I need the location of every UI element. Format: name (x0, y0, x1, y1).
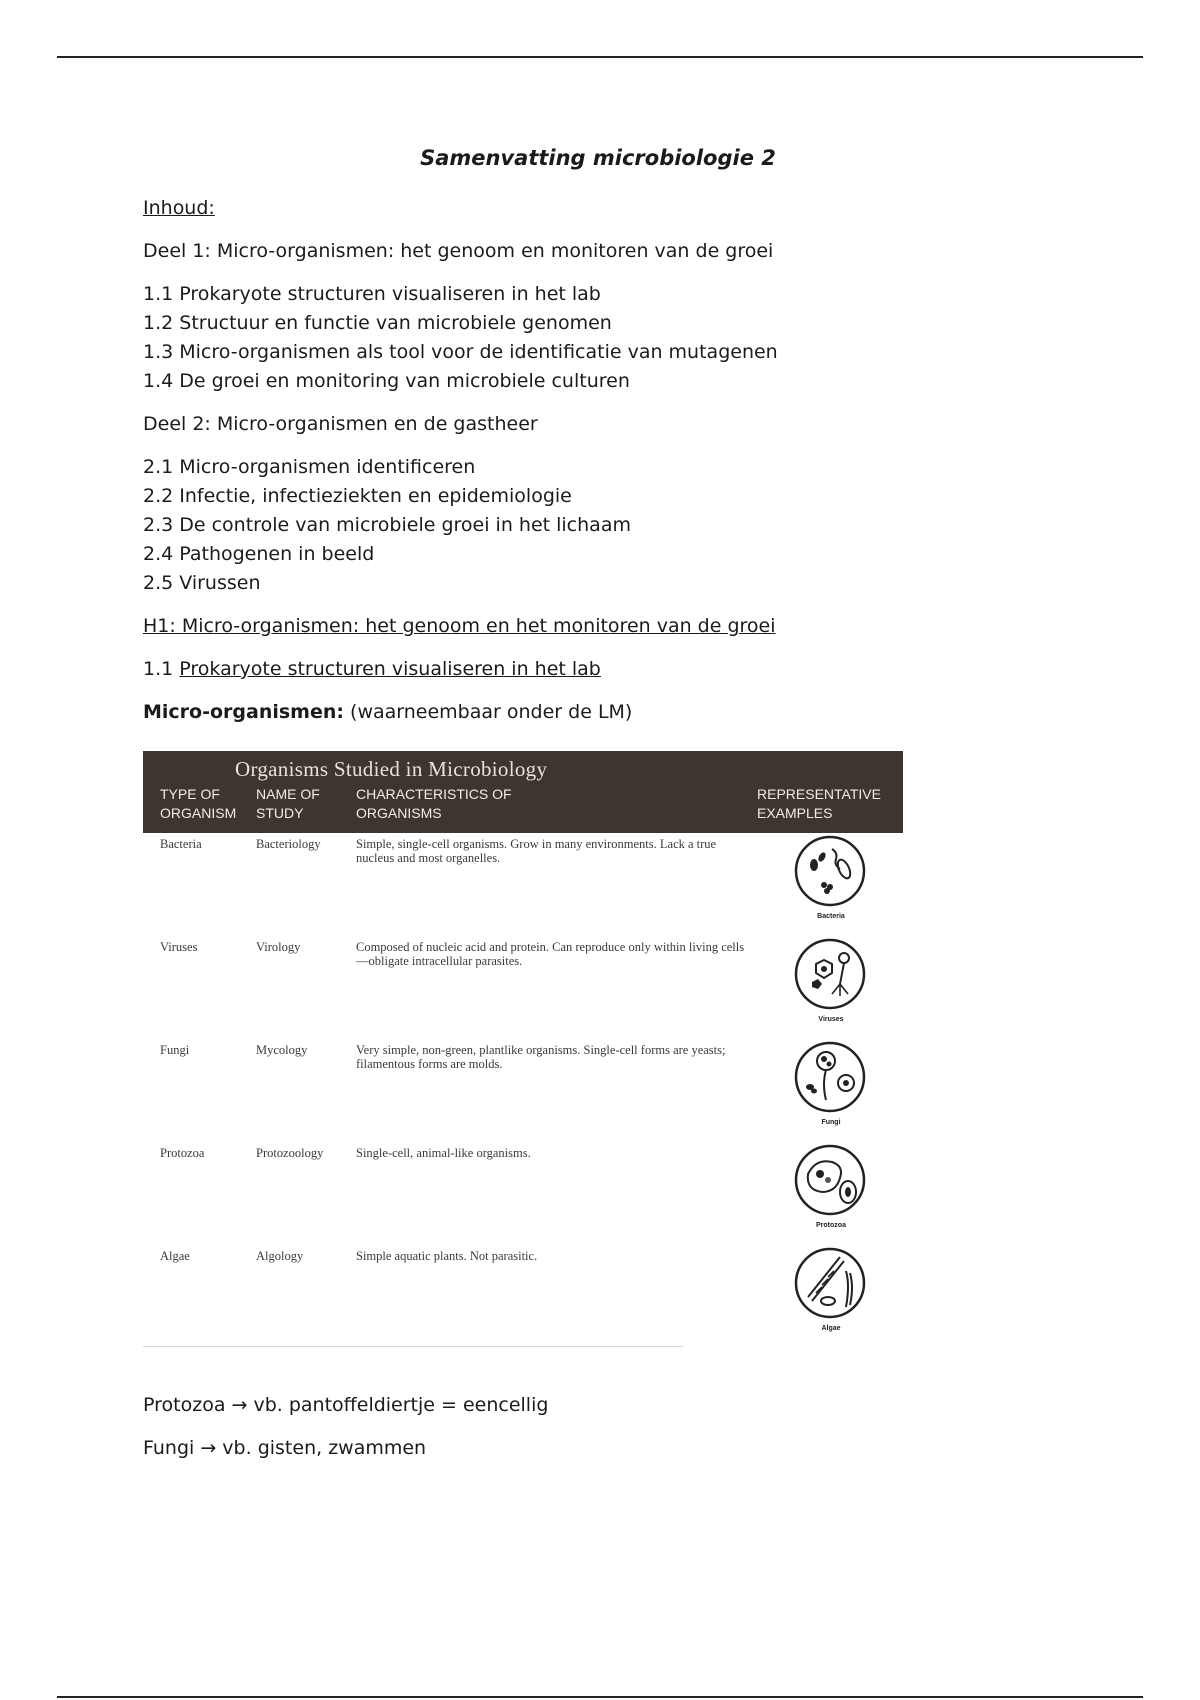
table-row (143, 1142, 903, 1247)
column-header-examples: REPRESENTATIVE EXAMPLES (757, 786, 881, 821)
table-row (143, 1039, 903, 1144)
chapter-heading: H1: Micro-organismen: het genoom en het monitoren van de groei (143, 615, 776, 637)
toc-part-1-list (143, 280, 1063, 396)
page-bottom-rule (57, 1696, 1143, 1698)
toc-item: 2.2 Infectie, infectieziekten en epidemiologie (143, 485, 572, 507)
organism-type: Fungi (160, 1043, 190, 1057)
study-name: Mycology (256, 1043, 308, 1057)
characteristics: Very simple, non-green, plantlike organisms. Single-cell forms are yeasts; filamentous forms are molds. (356, 1043, 726, 1071)
study-name: Protozoology (256, 1146, 324, 1160)
section-number: 1.1 (143, 658, 174, 680)
note-fungi: Fungi → vb. gisten, zwammen (143, 1437, 427, 1459)
table-title: Organisms Studied in Microbiology (235, 757, 548, 781)
micro-organisms-line (143, 698, 1063, 727)
example-caption: Bacteria (817, 913, 845, 920)
example-caption: Protozoa (816, 1222, 846, 1229)
toc-item: 1.2 Structuur en functie van microbiele genomen (143, 312, 612, 334)
characteristics: Simple, single-cell organisms. Grow in many environments. Lack a true nucleus and most organelles. (356, 837, 717, 865)
study-name: Algology (256, 1249, 304, 1263)
bacteria-icon (794, 835, 866, 907)
toc-item: 1.1 Prokaryote structuren visualiseren in het lab (143, 283, 601, 305)
column-header-study: NAME OF STUDY (256, 786, 320, 821)
toc-item: 2.4 Pathogenen in beeld (143, 543, 375, 565)
toc-part-2: Deel 2: Micro-organismen en de gastheer (143, 413, 538, 435)
toc-item: 2.5 Virussen (143, 572, 261, 594)
virus-icon (794, 938, 866, 1010)
protozoa-icon (794, 1144, 866, 1216)
organisms-table-image (143, 751, 903, 1351)
table-bottom-line (143, 1346, 683, 1347)
document-body (143, 142, 1063, 1463)
organism-type: Algae (160, 1249, 190, 1263)
document-title: Samenvatting microbiologie 2 (420, 146, 776, 170)
table-header-bar (143, 751, 903, 833)
example-caption: Viruses (818, 1016, 844, 1023)
organism-type: Bacteria (160, 837, 202, 851)
column-header-characteristics: CHARACTERISTICS OF ORGANISMS (356, 786, 512, 821)
section-heading (143, 655, 1063, 684)
column-header-type: TYPE OF ORGANISM (160, 786, 237, 821)
page-top-rule (57, 56, 1143, 58)
organism-type: Protozoa (160, 1146, 205, 1160)
toc-item: 1.3 Micro-organismen als tool voor de identificatie van mutagenen (143, 341, 778, 363)
micro-organisms-note: (waarneembaar onder de LM) (344, 701, 633, 723)
table-row (143, 833, 903, 938)
study-name: Bacteriology (256, 837, 321, 851)
toc-part-1: Deel 1: Micro-organismen: het genoom en monitoren van de groei (143, 240, 774, 262)
toc-part-2-list (143, 453, 1063, 598)
characteristics: Simple aquatic plants. Not parasitic. (356, 1249, 538, 1263)
toc-item: 2.3 De controle van microbiele groei in het lichaam (143, 514, 631, 536)
characteristics: Single-cell, animal-like organisms. (356, 1146, 531, 1160)
example-caption: Fungi (821, 1119, 841, 1126)
section-title: Prokaryote structuren visualiseren in het lab (179, 658, 601, 680)
note-protozoa: Protozoa → vb. pantoffeldiertje = eencellig (143, 1394, 549, 1416)
toc-heading: Inhoud: (143, 197, 215, 219)
table-row (143, 1245, 903, 1350)
algae-icon (794, 1247, 866, 1319)
table-row (143, 936, 903, 1041)
organism-type: Viruses (160, 940, 198, 954)
toc-item: 1.4 De groei en monitoring van microbiele culturen (143, 370, 630, 392)
example-caption: Algae (821, 1325, 841, 1332)
toc-item: 2.1 Micro-organismen identificeren (143, 456, 476, 478)
study-name: Virology (256, 940, 301, 954)
fungi-icon (794, 1041, 866, 1113)
micro-organisms-label: Micro-organismen: (143, 701, 344, 723)
characteristics: Composed of nucleic acid and protein. Can reproduce only within living cells—obligate intracellular parasites. (356, 940, 745, 968)
